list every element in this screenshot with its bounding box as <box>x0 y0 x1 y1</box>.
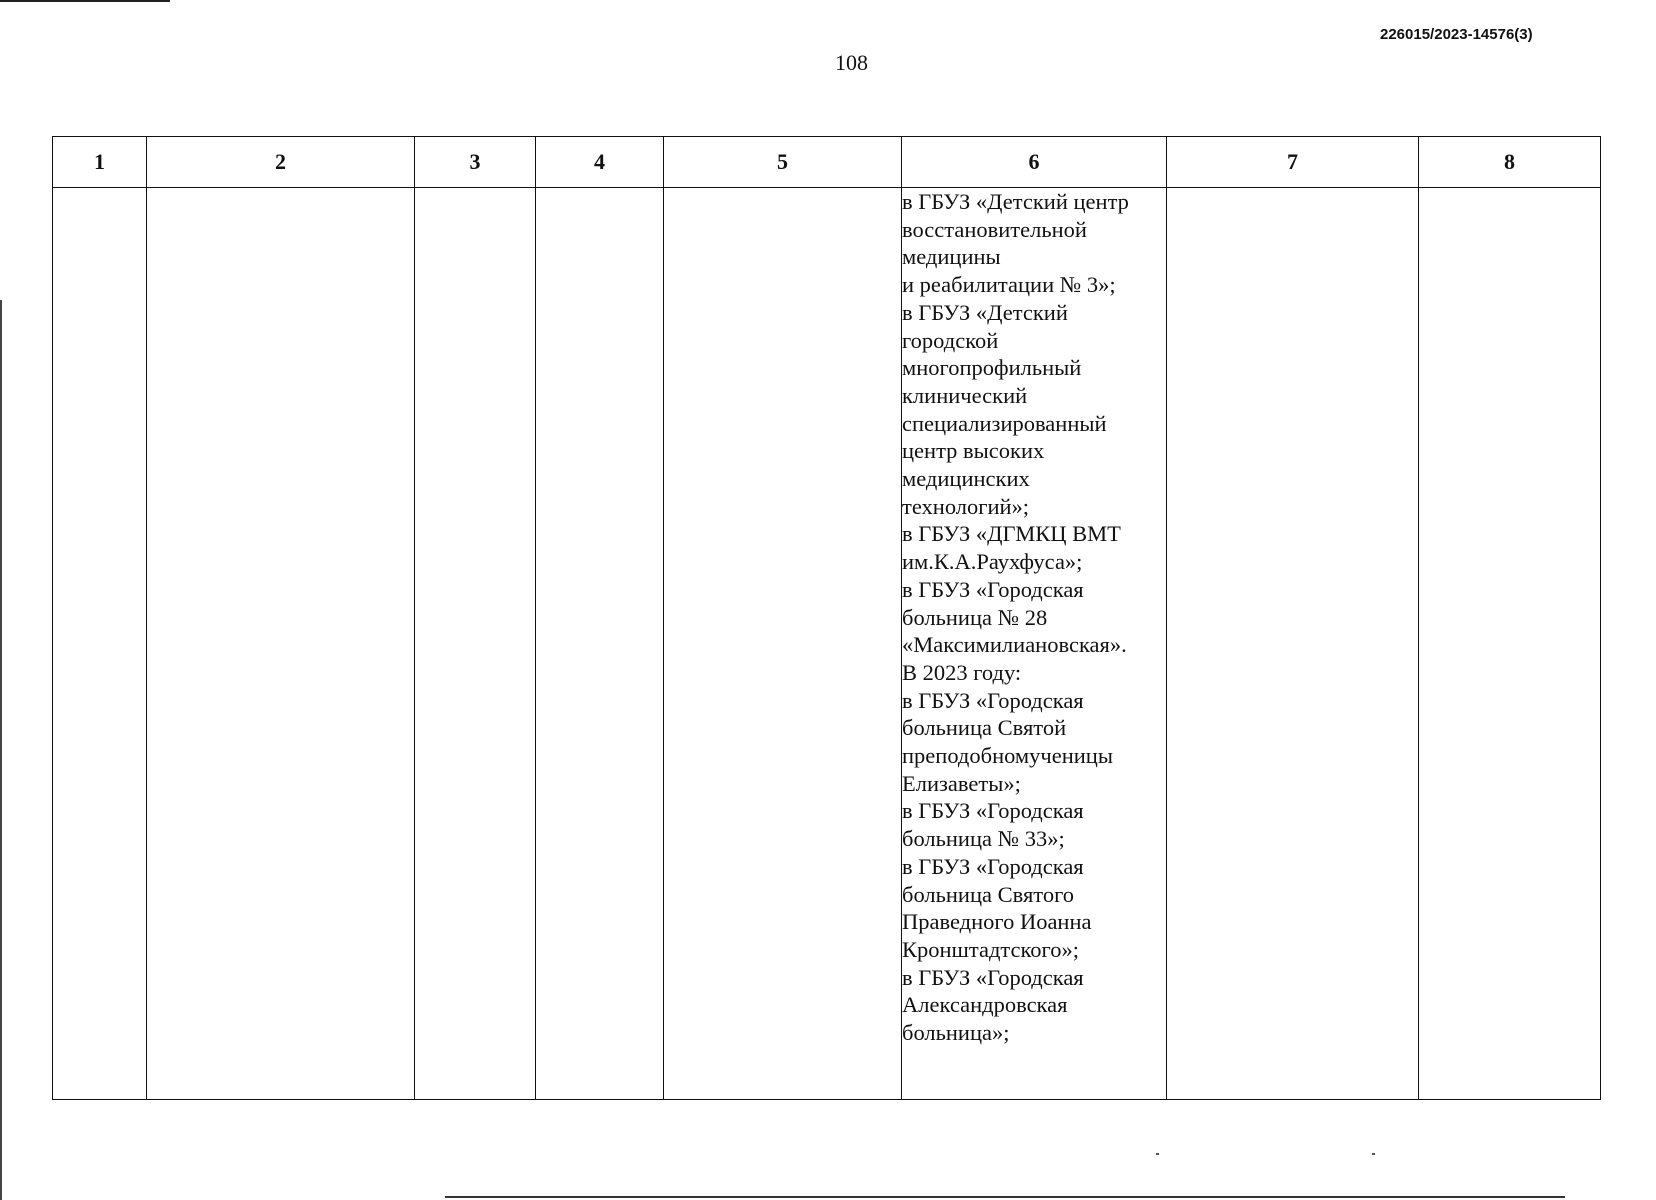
text-line: в ГБУЗ «Детский <box>902 299 1068 325</box>
text-line: больница Святого <box>902 881 1075 907</box>
scan-edge-bottom <box>445 1196 1565 1198</box>
column-header-1: 1 <box>53 137 147 188</box>
text-line: в ГБУЗ «Городская <box>902 798 1084 824</box>
cell-col-7 <box>1167 188 1419 1100</box>
cell-col-8 <box>1419 188 1601 1100</box>
text-line: в ГБУЗ «Детский центр <box>902 189 1129 214</box>
text-line: в ГБУЗ «Городская <box>902 964 1084 990</box>
cell-col-6 <box>902 188 1167 1100</box>
scan-edge-top <box>0 0 170 2</box>
text-line: и реабилитации № 3»; <box>902 272 1116 298</box>
scan-edge-left <box>0 300 2 1200</box>
document-id: 226015/2023-14576(3) <box>1380 26 1533 43</box>
text-line: в ГБУЗ «Городская <box>902 576 1084 602</box>
scan-speck <box>1156 1153 1159 1155</box>
cell-col-2 <box>147 188 415 1100</box>
text-line: специализированный <box>902 410 1107 436</box>
text-line: больница № 28 <box>902 604 1048 630</box>
column-header-2: 2 <box>147 137 415 188</box>
text-line: в ГБУЗ «ДГМКЦ ВМТ <box>902 521 1121 547</box>
scan-speck <box>1372 1153 1375 1155</box>
text-line: Кронштадтского»; <box>902 936 1079 962</box>
text-line: Праведного Иоанна <box>902 909 1092 935</box>
text-line: медицины <box>902 244 1001 270</box>
text-line: Елизаветы»; <box>902 770 1021 796</box>
text-line: технологий»; <box>902 493 1030 519</box>
cell-col-3 <box>415 188 536 1100</box>
text-line: больница № 33»; <box>902 826 1065 852</box>
cell-col-5 <box>664 188 902 1100</box>
text-line: В 2023 году: <box>902 659 1022 685</box>
column-header-4: 4 <box>536 137 664 188</box>
text-line: восстановительной <box>902 216 1087 242</box>
column-header-5: 5 <box>664 137 902 188</box>
text-line: больница Святой <box>902 715 1067 741</box>
column-header-7: 7 <box>1167 137 1419 188</box>
page-number: 108 <box>835 50 868 75</box>
text-line: Александровская <box>902 992 1068 1018</box>
text-line: медицинских <box>902 466 1030 492</box>
text-line: в ГБУЗ «Городская <box>902 853 1084 879</box>
text-line: «Максимилиановская». <box>902 632 1127 658</box>
text-line: клинический <box>902 382 1028 408</box>
text-line: больница»; <box>902 1020 1010 1046</box>
column-header-8: 8 <box>1419 137 1601 188</box>
text-line: центр высоких <box>902 438 1045 464</box>
column-header-6: 6 <box>902 137 1167 188</box>
document-table <box>52 136 1601 1100</box>
text-line: многопрофильный <box>902 355 1082 381</box>
text-line: городской <box>902 327 999 353</box>
text-line: преподобномученицы <box>902 743 1113 769</box>
cell-col-1 <box>53 188 147 1100</box>
cell-col-4 <box>536 188 664 1100</box>
text-line: в ГБУЗ «Городская <box>902 687 1084 713</box>
table-row <box>53 188 1601 1100</box>
column-header-3: 3 <box>415 137 536 188</box>
header-row <box>53 137 1601 188</box>
text-line: им.К.А.Раухфуса»; <box>902 549 1083 575</box>
